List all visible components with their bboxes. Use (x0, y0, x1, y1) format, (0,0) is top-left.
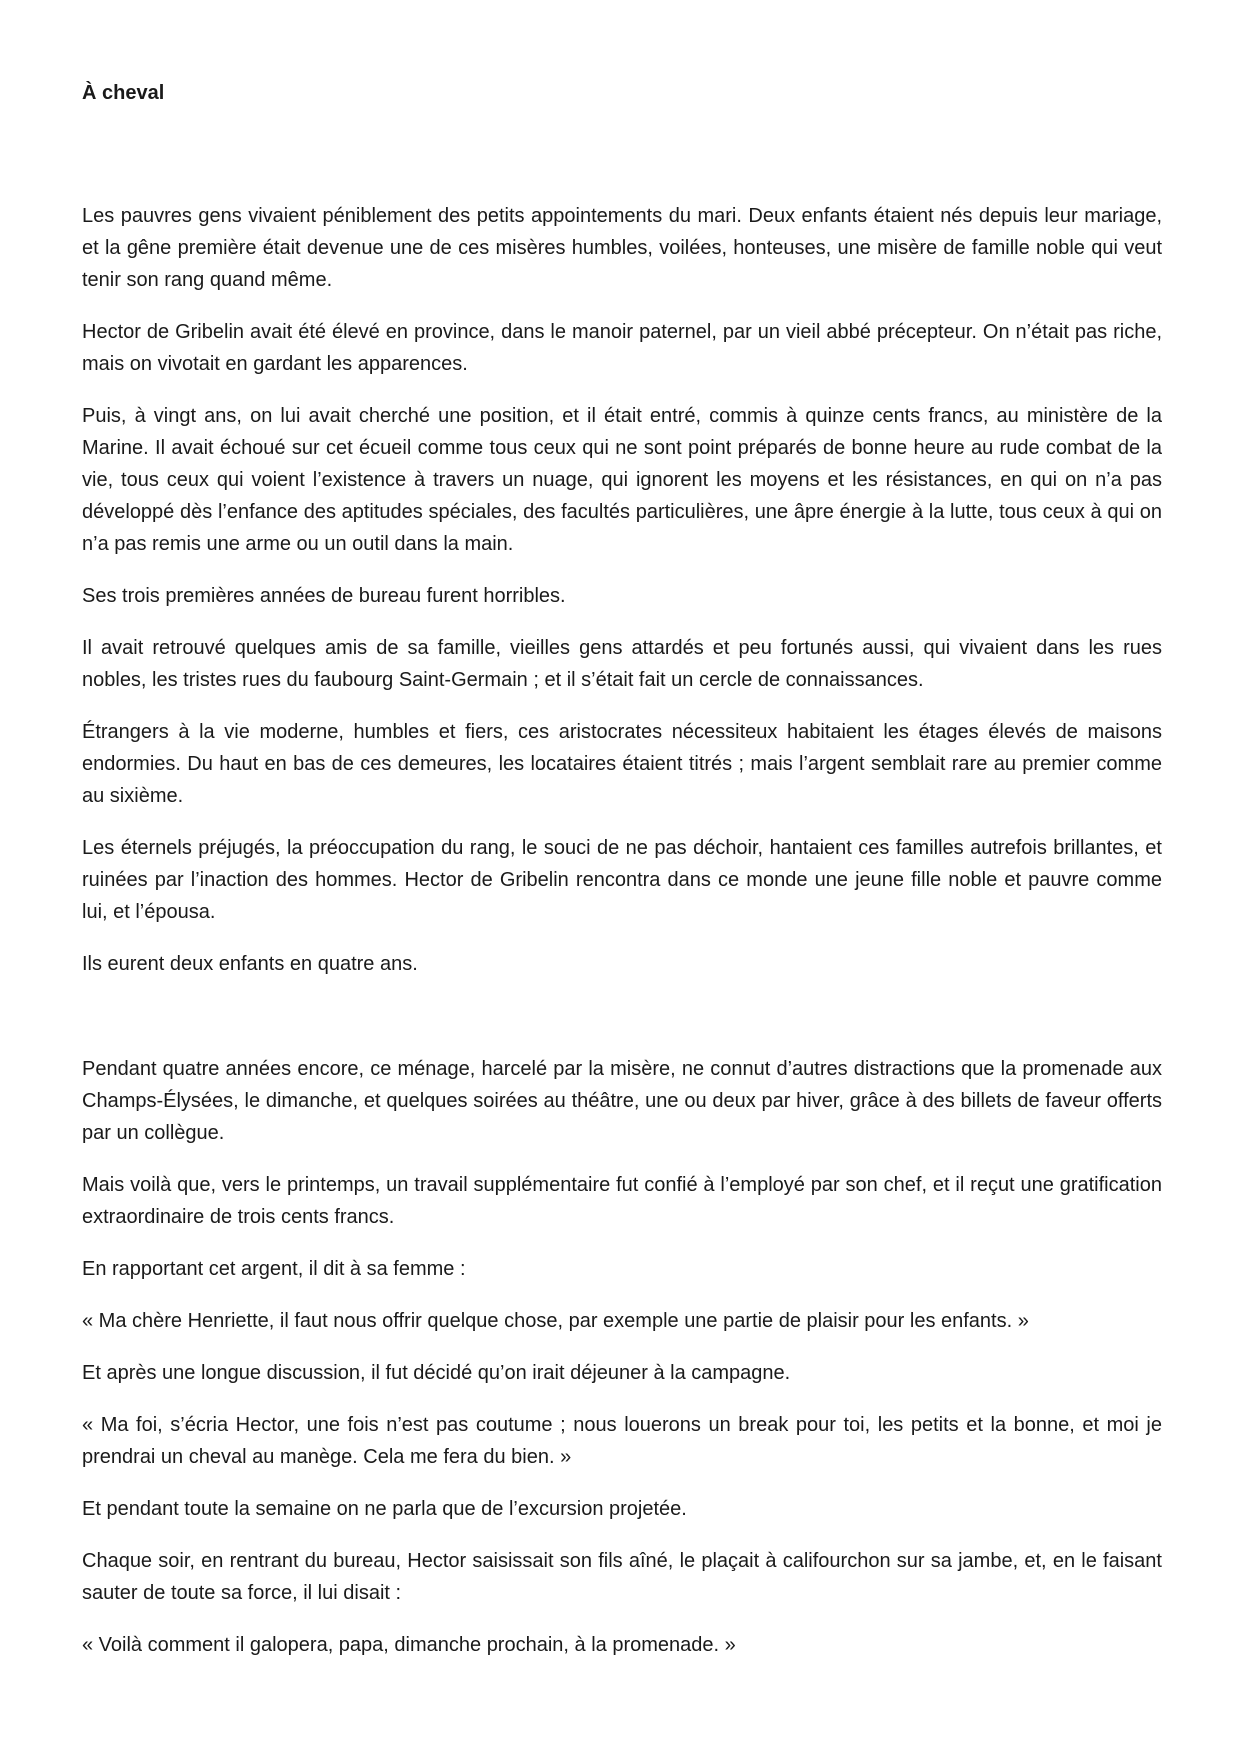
paragraph: Les éternels préjugés, la préoccupation du rang, le souci de ne pas déchoir, hantaient ces familles autrefois brillantes, et ruinées par l’inaction des hommes. Hector de Gribelin rencontra dans ce monde une jeune fille noble et pauvre comme lui, et l’épousa. (82, 837, 1162, 923)
paragraph: Et après une longue discussion, il fut décidé qu’on irait déjeuner à la campagne. (82, 1362, 791, 1384)
paragraph: Pendant quatre années encore, ce ménage, harcelé par la misère, ne connut d’autres distractions que la promenade aux Champs-Élysées, le dimanche, et quelques soirées au théâtre, une ou deux par hiver, grâce à des billets de faveur offerts par un collègue. (82, 1058, 1162, 1144)
paragraph: Étrangers à la vie moderne, humbles et fiers, ces aristocrates nécessiteux habitaient les étages élevés de maisons endormies. Du haut en bas de ces demeures, les locataires étaient titrés ; mais l’argent semblait rare au premier comme au sixième. (82, 721, 1162, 807)
paragraph: « Ma foi, s’écria Hector, une fois n’est pas coutume ; nous louerons un break pour toi, les petits et la bonne, et moi je prendrai un cheval au manège. Cela me fera du bien. » (82, 1414, 1162, 1468)
document-body (82, 200, 1162, 1661)
paragraph: Il avait retrouvé quelques amis de sa famille, vieilles gens attardés et peu fortunés aussi, qui vivaient dans les rues nobles, les tristes rues du faubourg Saint-Germain ; et il s’était fait un cercle de connaissances. (82, 637, 1162, 691)
paragraph: Les pauvres gens vivaient péniblement des petits appointements du mari. Deux enfants étaient nés depuis leur mariage, et la gêne première était devenue une de ces misères humbles, voilées, honteuses, une misère de famille noble qui veut tenir son rang quand même. (82, 205, 1162, 291)
paragraph: En rapportant cet argent, il dit à sa femme : (82, 1258, 466, 1280)
paragraph: « Ma chère Henriette, il faut nous offrir quelque chose, par exemple une partie de plaisir pour les enfants. » (82, 1310, 1029, 1332)
section-break (82, 1000, 1162, 1053)
paragraph: Ses trois premières années de bureau furent horribles. (82, 585, 566, 607)
paragraph: « Voilà comment il galopera, papa, dimanche prochain, à la promenade. » (82, 1634, 736, 1656)
paragraph: Ils eurent deux enfants en quatre ans. (82, 953, 418, 975)
paragraph: Chaque soir, en rentrant du bureau, Hector saisissait son fils aîné, le plaçait à califourchon sur sa jambe, et, en le faisant sauter de toute sa force, il lui disait : (82, 1550, 1162, 1604)
paragraph: Hector de Gribelin avait été élevé en province, dans le manoir paternel, par un vieil abbé précepteur. On n’était pas riche, mais on vivotait en gardant les apparences. (82, 321, 1162, 375)
document-title: À cheval (82, 82, 165, 104)
paragraph: Mais voilà que, vers le printemps, un travail supplémentaire fut confié à l’employé par son chef, et il reçut une gratification extraordinaire de trois cents francs. (82, 1174, 1162, 1228)
paragraph: Puis, à vingt ans, on lui avait cherché une position, et il était entré, commis à quinze cents francs, au ministère de la Marine. Il avait échoué sur cet écueil comme tous ceux qui ne sont point préparés de bonne heure au rude combat de la vie, tous ceux qui voient l’existence à travers un nuage, qui ignorent les moyens et les résistances, en qui on n’a pas développé dès l’enfance des aptitudes spéciales, des facultés particulières, une âpre énergie à la lutte, tous ceux à qui on n’a pas remis une arme ou un outil dans la main. (82, 405, 1162, 555)
paragraph: Et pendant toute la semaine on ne parla que de l’excursion projetée. (82, 1498, 687, 1520)
document-page (82, 78, 1162, 1681)
